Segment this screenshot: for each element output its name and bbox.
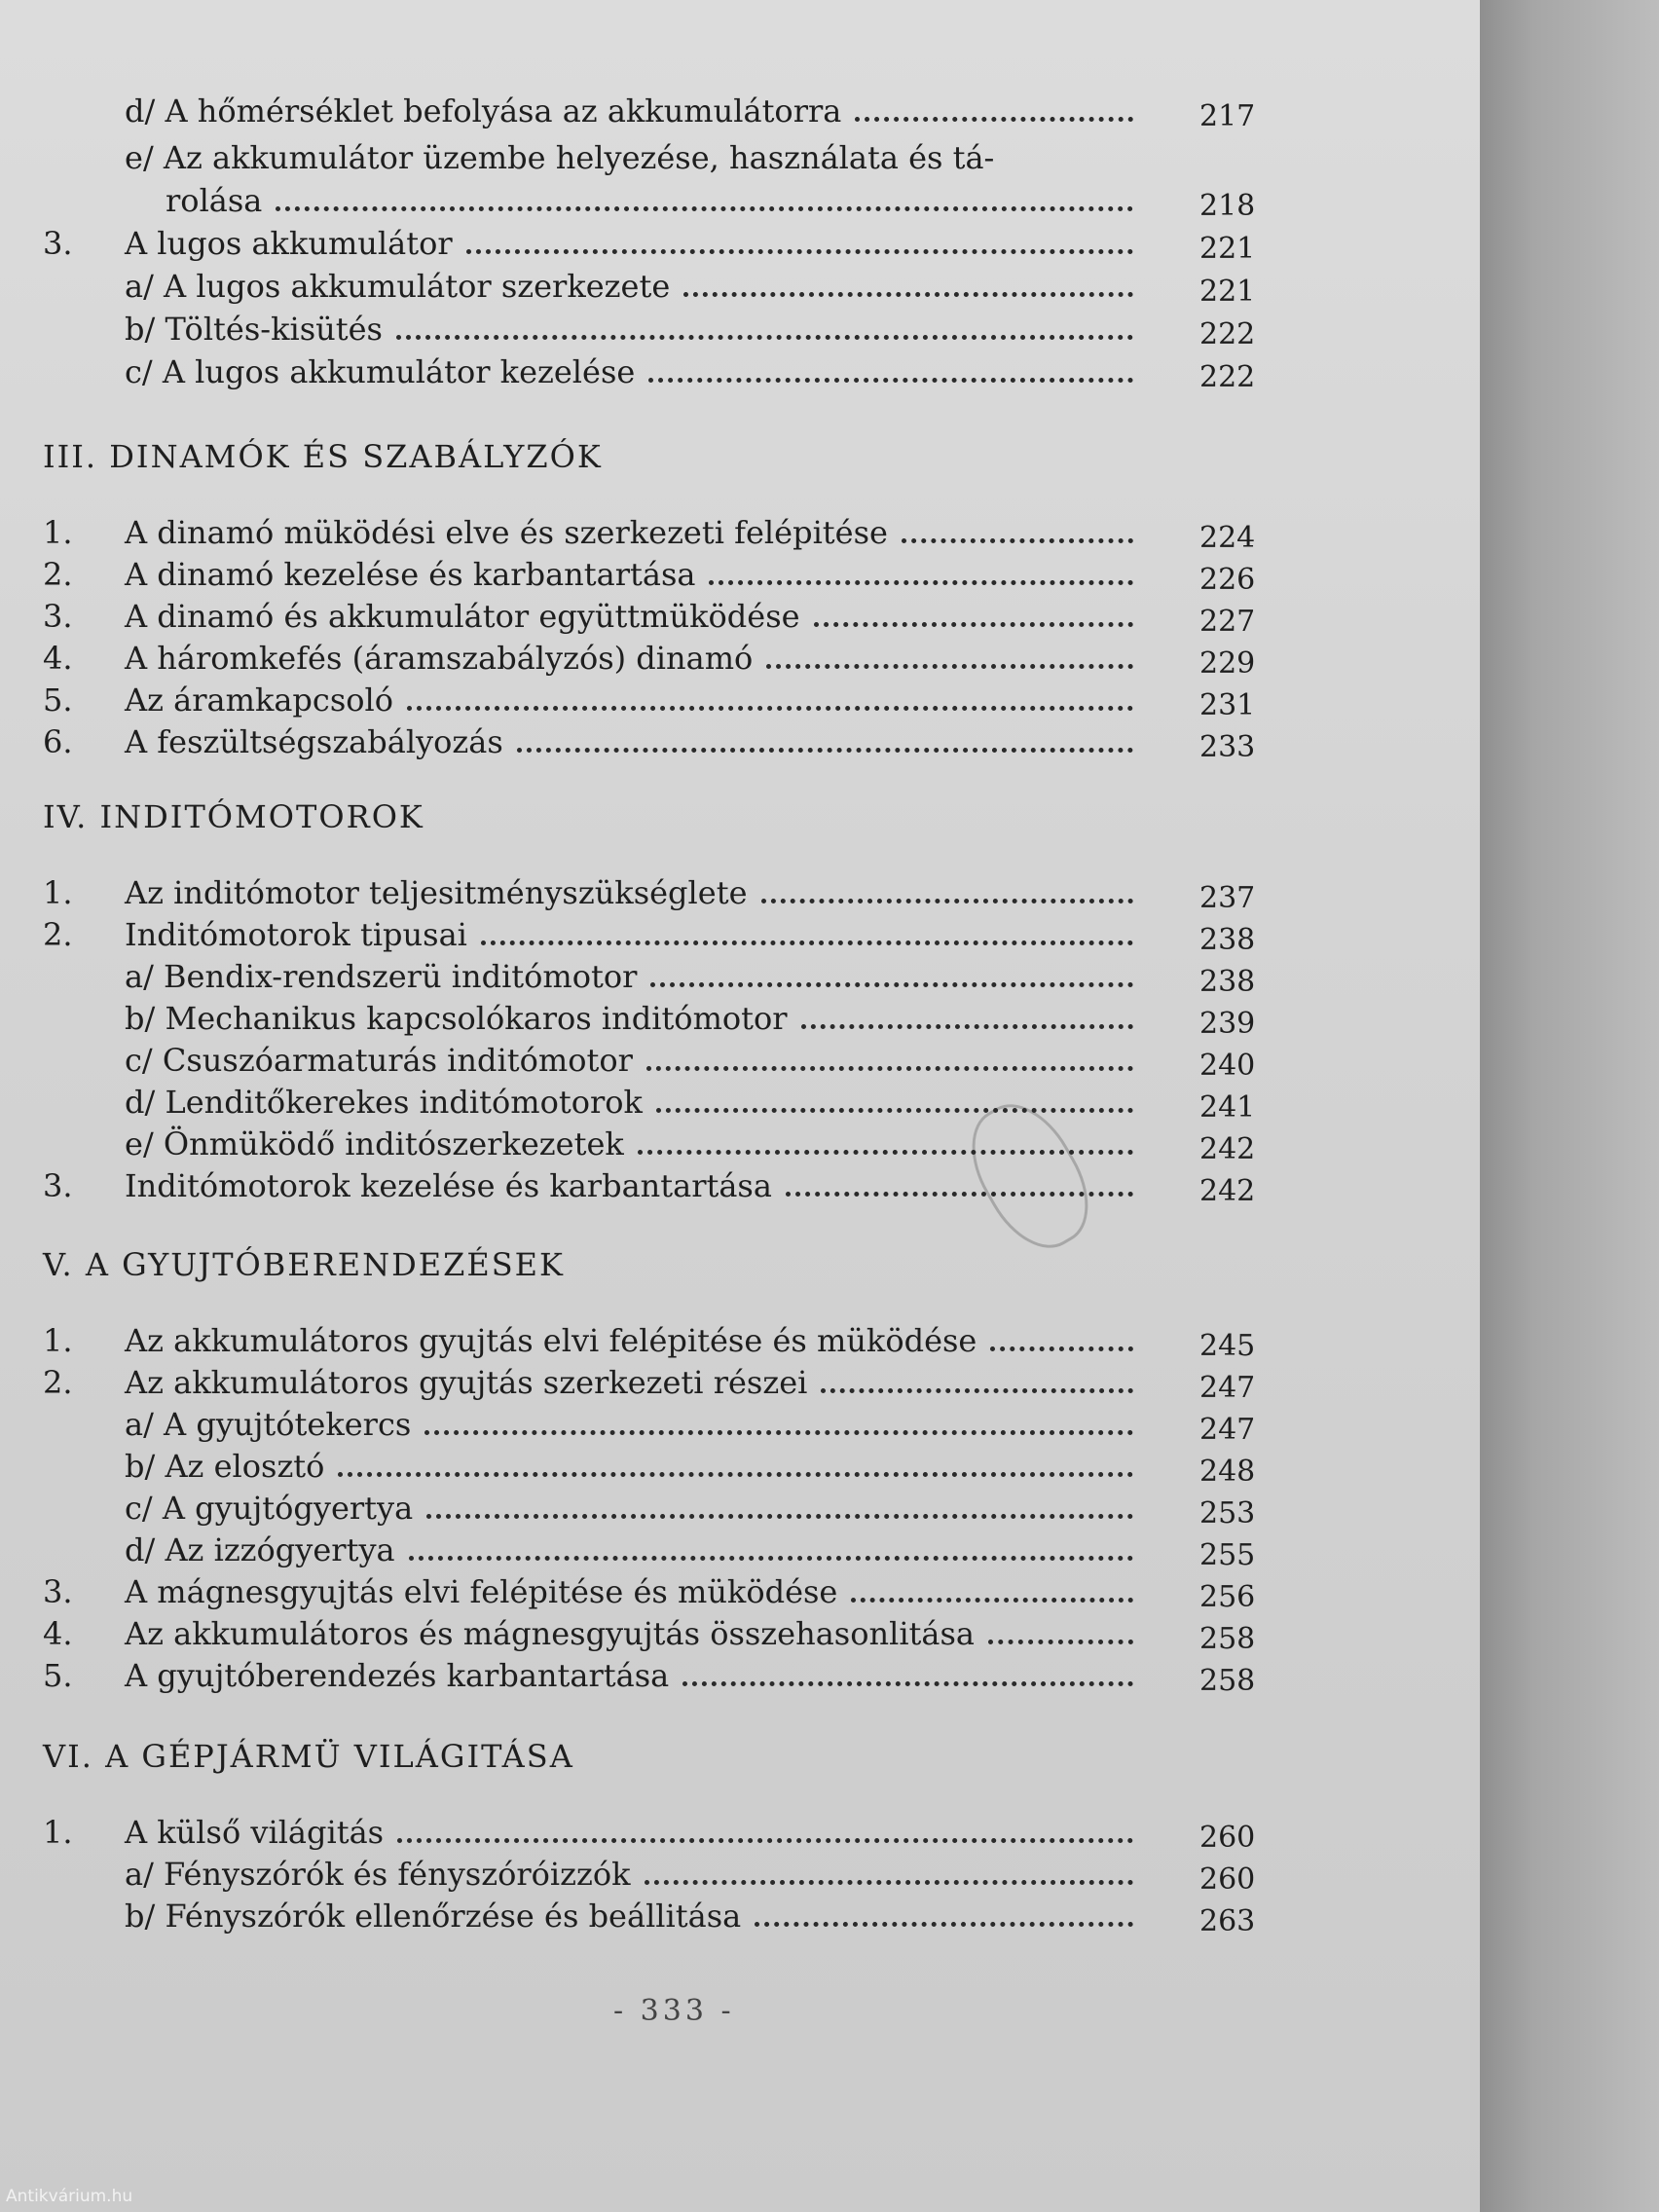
toc-entry-page: 229 xyxy=(1199,646,1256,681)
toc-entry xyxy=(43,1811,1309,1854)
toc-entry xyxy=(43,1081,1309,1124)
dot-leader xyxy=(902,533,1133,543)
toc-entry-page: 248 xyxy=(1199,1455,1256,1489)
toc-entry xyxy=(43,1445,1309,1488)
toc-entry-page: 241 xyxy=(1199,1090,1256,1124)
toc-entry-title: A dinamó és akkumulátor együttmüködése xyxy=(125,598,800,635)
toc-entry-page: 242 xyxy=(1199,1132,1256,1166)
toc-entry-page: 218 xyxy=(1199,189,1256,223)
toc-entry xyxy=(43,90,1309,132)
toc-entry-page: 217 xyxy=(1199,99,1256,133)
toc-entry-title: a/ Fényszórók és fényszóróizzók xyxy=(125,1856,631,1893)
toc-entry-title: A külső világitás xyxy=(125,1814,385,1851)
toc-entry-page: 258 xyxy=(1199,1664,1256,1698)
toc-entry-page: 227 xyxy=(1199,605,1256,639)
dot-leader xyxy=(761,893,1134,903)
toc-entry xyxy=(43,1612,1309,1655)
dot-leader xyxy=(656,1102,1133,1113)
dot-leader xyxy=(409,1550,1133,1561)
toc-entry-title: b/ Töltés-kisütés xyxy=(125,311,383,348)
page-edge-shadow xyxy=(1480,0,1659,2212)
toc-entry xyxy=(43,308,1309,350)
toc-entry-number: 2. xyxy=(43,1364,73,1401)
toc-entry-number: 3. xyxy=(43,225,73,262)
toc-entry-title: d/ Az izzógyertya xyxy=(125,1531,395,1568)
dot-leader xyxy=(755,1916,1133,1927)
toc-entry-title: A dinamó müködési elve és szerkezeti felépitése xyxy=(125,514,888,551)
dot-leader xyxy=(638,1144,1133,1155)
toc-entry-title: Az akkumulátoros gyujtás elvi felépitése és müködése xyxy=(125,1322,977,1359)
toc-entry xyxy=(43,1361,1309,1404)
toc-entry-title: A háromkefés (áramszabályzós) dinamó xyxy=(125,640,754,677)
toc-entry-title: Az inditómotor teljesitményszükséglete xyxy=(125,874,748,911)
toc-entry-title: Az áramkapcsoló xyxy=(125,682,393,719)
toc-entry xyxy=(43,136,1309,179)
section-heading: III. DINAMÓK ÉS SZABÁLYZÓK xyxy=(43,438,603,475)
toc-entry-title: c/ Csuszóarmaturás inditómotor xyxy=(125,1042,633,1079)
toc-entry-page: 263 xyxy=(1199,1904,1256,1938)
toc-entry xyxy=(43,511,1309,554)
dot-leader xyxy=(276,201,1133,211)
section-heading: IV. INDITÓMOTOROK xyxy=(43,798,424,835)
toc-entry xyxy=(43,637,1309,680)
toc-entry-number: 4. xyxy=(43,640,73,677)
toc-entry-title: Inditómotorok tipusai xyxy=(125,916,467,953)
toc-entry-page: 221 xyxy=(1199,232,1256,266)
toc-entry-title: a/ A gyujtótekercs xyxy=(125,1406,412,1443)
dot-leader xyxy=(517,742,1133,753)
dot-leader xyxy=(645,1874,1134,1885)
toc-entry-title: a/ Bendix-rendszerü inditómotor xyxy=(125,958,638,995)
dot-leader xyxy=(682,1676,1133,1686)
dot-leader xyxy=(709,574,1133,585)
toc-entry xyxy=(43,1654,1309,1697)
dot-leader xyxy=(338,1466,1133,1477)
dot-leader xyxy=(650,977,1133,987)
section-heading: VI. A GÉPJÁRMÜ VILÁGITÁSA xyxy=(43,1738,574,1775)
toc-entry-title: A feszültségszabályozás xyxy=(125,723,503,760)
dot-leader xyxy=(988,1634,1133,1644)
toc-entry xyxy=(43,997,1309,1040)
dot-leader xyxy=(801,1018,1133,1029)
toc-entry-page: 260 xyxy=(1199,1862,1256,1897)
page-number: - 333 - xyxy=(613,1994,735,2028)
toc-entry-page: 222 xyxy=(1199,317,1256,351)
dot-leader xyxy=(821,1382,1133,1393)
toc-entry-page: 255 xyxy=(1199,1538,1256,1572)
toc-entry-number: 2. xyxy=(43,916,73,953)
toc-entry-number: 5. xyxy=(43,1657,73,1694)
toc-entry xyxy=(43,1487,1309,1530)
toc-entry-page: 245 xyxy=(1199,1329,1256,1363)
toc-entry xyxy=(43,1570,1309,1613)
toc-entry-page: 231 xyxy=(1199,688,1256,722)
toc-entry xyxy=(43,222,1309,265)
toc-entry-page: 238 xyxy=(1199,923,1256,957)
toc-entry-title: e/ Az akkumulátor üzembe helyezése, használata és tá- xyxy=(125,139,995,176)
toc-entry-page: 242 xyxy=(1199,1174,1256,1208)
toc-entry-number: 1. xyxy=(43,874,73,911)
toc-entry-number: 1. xyxy=(43,1322,73,1359)
dot-leader xyxy=(786,1186,1133,1197)
toc-entry xyxy=(43,871,1309,914)
toc-entry-title: a/ A lugos akkumulátor szerkezete xyxy=(125,268,671,305)
toc-entry xyxy=(43,1039,1309,1082)
toc-entry-page: 247 xyxy=(1199,1371,1256,1405)
toc-entry xyxy=(43,350,1309,393)
dot-leader xyxy=(426,1508,1133,1519)
toc-entry-title: A gyujtóberendezés karbantartása xyxy=(125,1657,670,1694)
dot-leader xyxy=(407,700,1133,711)
dot-leader xyxy=(683,286,1133,297)
toc-entry xyxy=(43,1319,1309,1362)
toc-entry-page: 253 xyxy=(1199,1496,1256,1530)
dot-leader xyxy=(648,372,1133,383)
toc-entry-number: 3. xyxy=(43,1167,73,1204)
toc-entry-title: d/ A hőmérséklet befolyása az akkumulátorra xyxy=(125,92,842,129)
toc-entry-number: 6. xyxy=(43,723,73,760)
toc-entry xyxy=(43,1403,1309,1446)
toc-entry-title: Az akkumulátoros gyujtás szerkezeti részei xyxy=(125,1364,808,1401)
dot-leader xyxy=(990,1341,1133,1351)
toc-entry-page: 256 xyxy=(1199,1580,1256,1614)
dot-leader xyxy=(766,658,1133,669)
toc-entry-page: 233 xyxy=(1199,730,1256,764)
toc-entry xyxy=(43,1164,1309,1207)
dot-leader xyxy=(855,111,1133,122)
dot-leader xyxy=(814,616,1133,627)
toc-entry-title: A dinamó kezelése és karbantartása xyxy=(125,556,696,593)
toc-entry-number: 3. xyxy=(43,598,73,635)
toc-entry xyxy=(43,679,1309,721)
dot-leader xyxy=(481,935,1133,945)
toc-entry-number: 4. xyxy=(43,1615,73,1652)
dot-leader xyxy=(424,1424,1133,1435)
toc-entry-title: b/ Fényszórók ellenőrzése és beállitása xyxy=(125,1898,742,1935)
toc-entry-page: 226 xyxy=(1199,563,1256,597)
toc-entry-page: 260 xyxy=(1199,1821,1256,1855)
toc-entry xyxy=(43,1529,1309,1571)
toc-entry-title: A lugos akkumulátor xyxy=(125,225,453,262)
dot-leader xyxy=(851,1592,1133,1603)
toc-entry-title: Inditómotorok kezelése és karbantartása xyxy=(125,1167,772,1204)
toc-entry xyxy=(43,1895,1309,1937)
toc-entry-title: rolása xyxy=(166,182,263,219)
watermark: Antikvárium.hu xyxy=(6,2187,133,2206)
toc-entry-number: 1. xyxy=(43,1814,73,1851)
toc-entry-title: b/ Mechanikus kapcsolókaros inditómotor xyxy=(125,1000,788,1037)
dot-leader xyxy=(396,329,1133,340)
toc-entry-title: b/ Az elosztó xyxy=(125,1448,325,1485)
toc-entry-number: 3. xyxy=(43,1573,73,1610)
toc-entry-page: 224 xyxy=(1199,521,1256,555)
toc-entry-page: 239 xyxy=(1199,1007,1256,1041)
toc-entry xyxy=(43,913,1309,956)
dot-leader xyxy=(397,1832,1133,1843)
toc-entry-number: 5. xyxy=(43,682,73,719)
toc-entry xyxy=(43,179,1309,222)
toc-entry-number: 1. xyxy=(43,514,73,551)
dot-leader xyxy=(466,243,1133,254)
toc-entry-title: Az akkumulátoros és mágnesgyujtás összehasonlitása xyxy=(125,1615,975,1652)
toc-entry xyxy=(43,553,1309,596)
toc-entry-title: A mágnesgyujtás elvi felépitése és müködése xyxy=(125,1573,838,1610)
toc-entry-title: d/ Lenditőkerekes inditómotorok xyxy=(125,1084,643,1121)
toc-entry xyxy=(43,955,1309,998)
toc-entry-title: c/ A lugos akkumulátor kezelése xyxy=(125,353,636,390)
toc-entry-page: 221 xyxy=(1199,275,1256,309)
toc-entry-page: 247 xyxy=(1199,1413,1256,1447)
toc-entry-page: 237 xyxy=(1199,881,1256,915)
toc-entry-page: 222 xyxy=(1199,360,1256,394)
toc-entry-page: 240 xyxy=(1199,1049,1256,1083)
toc-entry xyxy=(43,595,1309,638)
toc-entry-number: 2. xyxy=(43,556,73,593)
toc-entry-page: 238 xyxy=(1199,965,1256,999)
toc-entry xyxy=(43,720,1309,763)
toc-entry xyxy=(43,1853,1309,1896)
toc-entry-page: 258 xyxy=(1199,1622,1256,1656)
section-heading: V. A GYUJTÓBERENDEZÉSEK xyxy=(43,1246,565,1283)
toc-entry-title: e/ Önmüködő inditószerkezetek xyxy=(125,1125,624,1162)
dot-leader xyxy=(646,1060,1133,1071)
toc-entry-title: c/ A gyujtógyertya xyxy=(125,1490,414,1527)
toc-entry xyxy=(43,1123,1309,1165)
toc-entry xyxy=(43,265,1309,308)
